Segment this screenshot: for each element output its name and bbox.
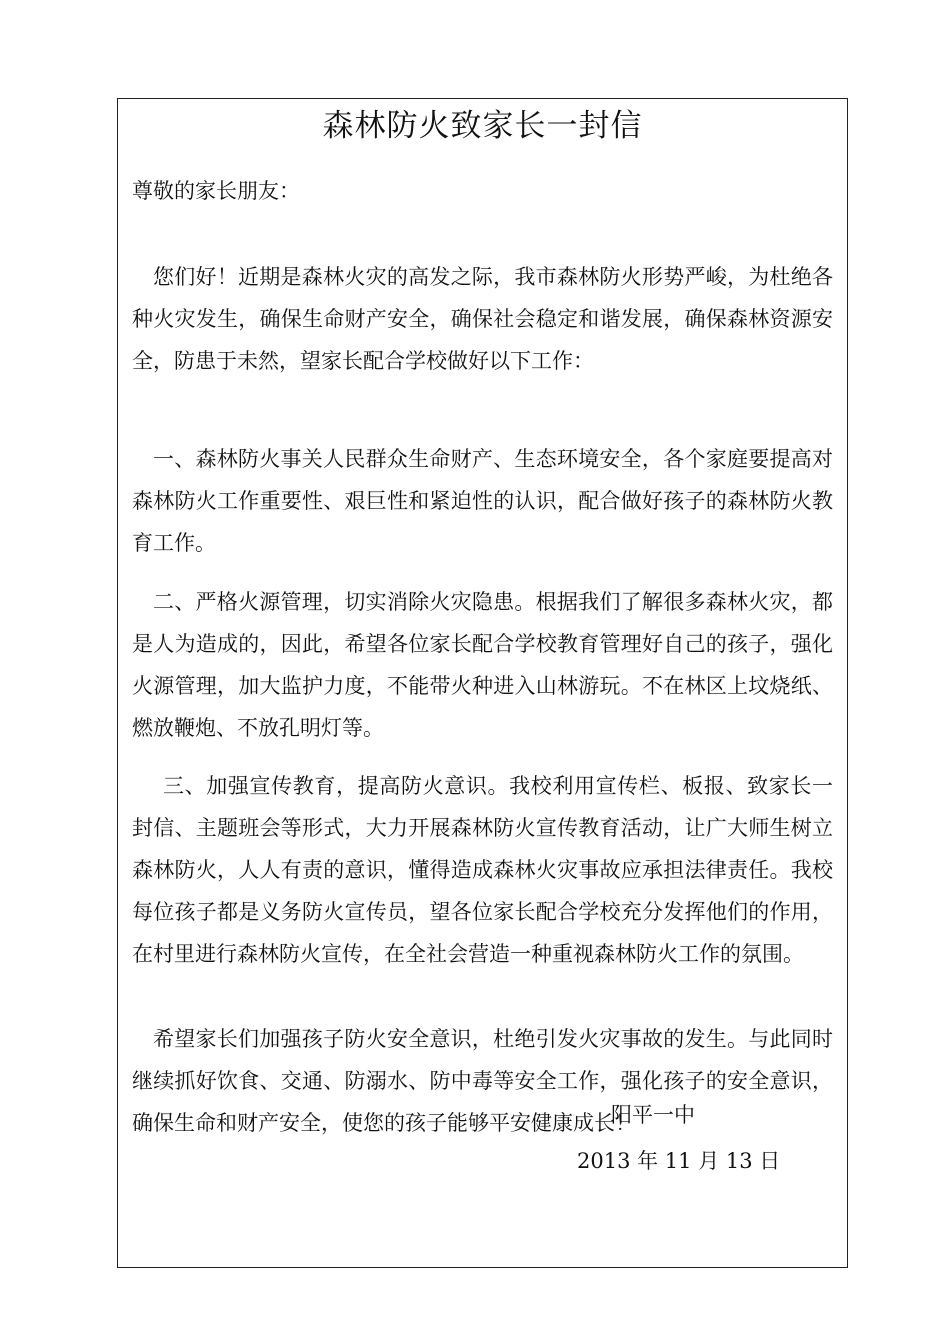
letter-frame — [117, 98, 848, 1268]
paragraph-intro: 您们好！近期是森林火灾的高发之际，我市森林防火形势严峻，为杜绝各种火灾发生，确保生命财产安全，确保社会稳定和谐发展，确保森林资源安全，防患于未然，望家长配合学校做好以下工作： — [132, 265, 833, 373]
paragraph-item-two: 二、严格火源管理，切实消除火灾隐患。根据我们了解很多森林火灾，都是人为造成的，因此，希望各位家长配合学校教育管理好自己的孩子，强化火源管理，加大监护力度，不能带火种进入山林游玩。不在林区上坟烧纸、燃放鞭炮、不放孔明灯等。 — [132, 590, 833, 740]
letter-title: 森林防火致家长一封信 — [322, 108, 643, 144]
signature-school: 阳平一中 — [611, 1103, 695, 1127]
paragraph-item-three: 三、加强宣传教育，提高防火意识。我校利用宣传栏、板报、致家长一封信、主题班会等形式，大力开展森林防火宣传教育活动，让广大师生树立森林防火，人人有责的意识，懂得造成森林火灾事故应承担法律责任。我校每位孩子都是义务防火宣传员，望各位家长配合学校充分发挥他们的作用，在村里进行森林防火宣传，在全社会营造一种重视森林防火工作的氛围。 — [132, 774, 833, 966]
signature-date: 2013 年 11 月 13 日 — [577, 1149, 781, 1173]
paragraph-closing: 希望家长们加强孩子防火安全意识，杜绝引发火灾事故的发生。与此同时继续抓好饮食、交通、防溺水、防中毒等安全工作，强化孩子的安全意识，确保生命和财产安全，使您的孩子能够平安健康成长！ — [132, 1027, 833, 1135]
paragraph-item-one: 一、森林防火事关人民群众生命财产、生态环境安全，各个家庭要提高对森林防火工作重要性、艰巨性和紧迫性的认识，配合做好孩子的森林防火教育工作。 — [132, 447, 833, 555]
salutation: 尊敬的家长朋友： — [132, 179, 300, 203]
